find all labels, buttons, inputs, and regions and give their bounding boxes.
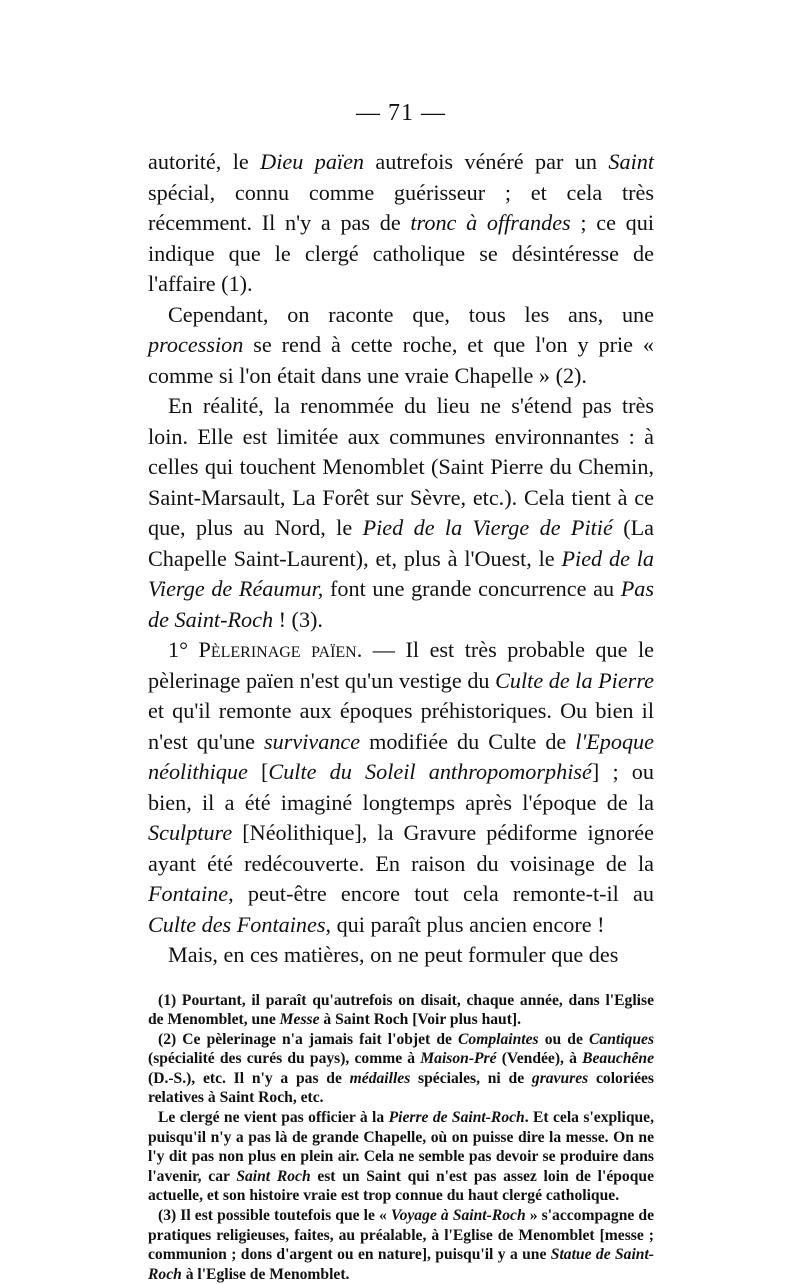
italic-text: gravures [532, 1070, 588, 1087]
text-run: En réalité, la renommée du lieu ne s'étend pas très loin. Elle est limitée aux communes environnantes : à celles qui touchent Menomblet (Saint Pierre du Chemin, Saint-Marsault, La Forêt sur Sèvre, etc.). Cela tient à ce que, plus au Nord, le [148, 393, 654, 540]
paragraph [148, 391, 654, 635]
text-run: spécial, connu comme guérisseur ; et cela très récemment. Il n'y a pas de [148, 180, 654, 236]
text-run: » s'accompagne de pratiques religieuses, faites, au préalable, à l'Eglise de Menomblet [messe ; communion ; dons d'argent ou en nature], puisqu'il y a une [148, 1207, 654, 1263]
text-run: ou de [539, 1031, 589, 1048]
paragraph [148, 940, 654, 971]
italic-text: Messe [280, 1011, 320, 1028]
italic-text: Culte des Fontaines [148, 912, 325, 937]
italic-text: Sculpture [148, 820, 232, 845]
italic-text: Pas de Saint-Roch [148, 576, 654, 632]
text-run: , peut-être encore tout cela remonte-t-il au [228, 881, 654, 906]
text-run: (1) Pourtant, il paraît qu'autrefois on disait, chaque année, dans l'Eglise de Menomblet, une [148, 992, 654, 1029]
footnote [148, 1030, 654, 1108]
text-run: 1° [168, 637, 198, 662]
text-run: Le clergé ne vient pas officier à la [158, 1109, 389, 1126]
text-run: ! (3). [273, 607, 323, 632]
text-run: coloriées relatives à Saint Roch, etc. [148, 1070, 654, 1107]
text-run: (3) Il est possible toutefois que le « [158, 1207, 391, 1224]
text-run: , qui paraît plus ancien encore ! [325, 912, 604, 937]
italic-text: Saint [608, 149, 654, 174]
text-run: [Néolithique], la Gravure pédiforme ignorée ayant été redécouverte. En raison du voisinage de la [148, 820, 654, 876]
text-run: modifiée du Culte de [360, 729, 575, 754]
text-run: à l'Eglise de Menomblet. [182, 1266, 350, 1283]
book-page [148, 100, 654, 1284]
text-run: et qu'il remonte aux époques préhistoriques. Ou bien il n'est qu'une [148, 698, 654, 754]
italic-text: Complaintes [458, 1031, 539, 1048]
text-run: ] ; ou bien, il a été imaginé longtemps après l'époque de la [148, 759, 654, 815]
italic-text: procession [148, 332, 243, 357]
text-run: (Vendée), à [497, 1050, 583, 1067]
italic-text: Saint Roch [236, 1168, 310, 1185]
text-run: autorité, le [148, 149, 260, 174]
text-run: (2) Ce pèlerinage n'a jamais fait l'objet de [158, 1031, 458, 1048]
small-caps-text: Pèlerinage païen. [198, 637, 362, 662]
text-run: ; ce qui indique que le clergé catholique se désintéresse de l'affaire (1). [148, 210, 654, 296]
footnote [148, 1108, 654, 1206]
text-run: se rend à cette roche, et que l'on y prie « comme si l'on était dans une vraie Chapelle » (2). [148, 332, 654, 388]
italic-text: survivance [264, 729, 360, 754]
text-run: Cependant, on raconte que, tous les ans, une [168, 302, 654, 327]
text-run: autrefois vénéré par un [364, 149, 608, 174]
main-text [148, 147, 654, 971]
text-run: . Et cela s'explique, puisqu'il n'y a pas là de grande Chapelle, où on puisse dire la messe. On ne l'y dit pas non plus en plein air. Cela ne semble pas devoir se produire dans l'avenir, car [148, 1109, 654, 1185]
italic-text: Culte du Soleil anthropomorphisé [268, 759, 591, 784]
italic-text: médailles [350, 1070, 411, 1087]
text-run: Mais, en ces matières, on ne peut formuler que des [168, 942, 618, 967]
text-run: spéciales, ni de [410, 1070, 532, 1087]
italic-text: Fontaine [148, 881, 228, 906]
italic-text: Pied de la Vierge de Pitié [363, 515, 613, 540]
footnotes [148, 991, 654, 1284]
text-run: font une grande concurrence au [323, 576, 620, 601]
text-run: (D.-S.), etc. Il n'y a pas de [148, 1070, 350, 1087]
italic-text: Statue de Saint-Roch [148, 1246, 654, 1283]
paragraph [148, 147, 654, 300]
text-run: est un Saint qui n'est pas assez loin de l'époque actuelle, et son histoire vraie est trop connue du haut clergé catholique. [148, 1168, 654, 1205]
page-number: — 71 — [148, 100, 654, 127]
italic-text: Cantiques [589, 1031, 654, 1048]
italic-text: Pierre de Saint-Roch [389, 1109, 525, 1126]
italic-text: Maison-Pré [420, 1050, 496, 1067]
text-run: — Il est très probable que le pèlerinage païen n'est qu'un vestige du [148, 637, 654, 693]
paragraph [148, 300, 654, 392]
italic-text: Pied de la Vierge de Réaumur, [148, 546, 654, 602]
text-run: à Saint Roch [Voir plus haut]. [320, 1011, 521, 1028]
footnote [148, 1206, 654, 1284]
text-run: (La Chapelle Saint-Laurent), et, plus à l'Ouest, le [148, 515, 654, 571]
italic-text: tronc à offrandes [410, 210, 570, 235]
italic-text: l'Epoque néolithique [148, 729, 654, 785]
paragraph [148, 635, 654, 940]
footnote [148, 991, 654, 1030]
italic-text: Beauchêne [582, 1050, 654, 1067]
italic-text: Culte de la Pierre [495, 668, 654, 693]
italic-text: Dieu païen [260, 149, 364, 174]
text-run: [ [248, 759, 269, 784]
text-run: (spécialité des curés du pays), comme à [148, 1050, 420, 1067]
italic-text: Voyage à Saint-Roch [391, 1207, 526, 1224]
